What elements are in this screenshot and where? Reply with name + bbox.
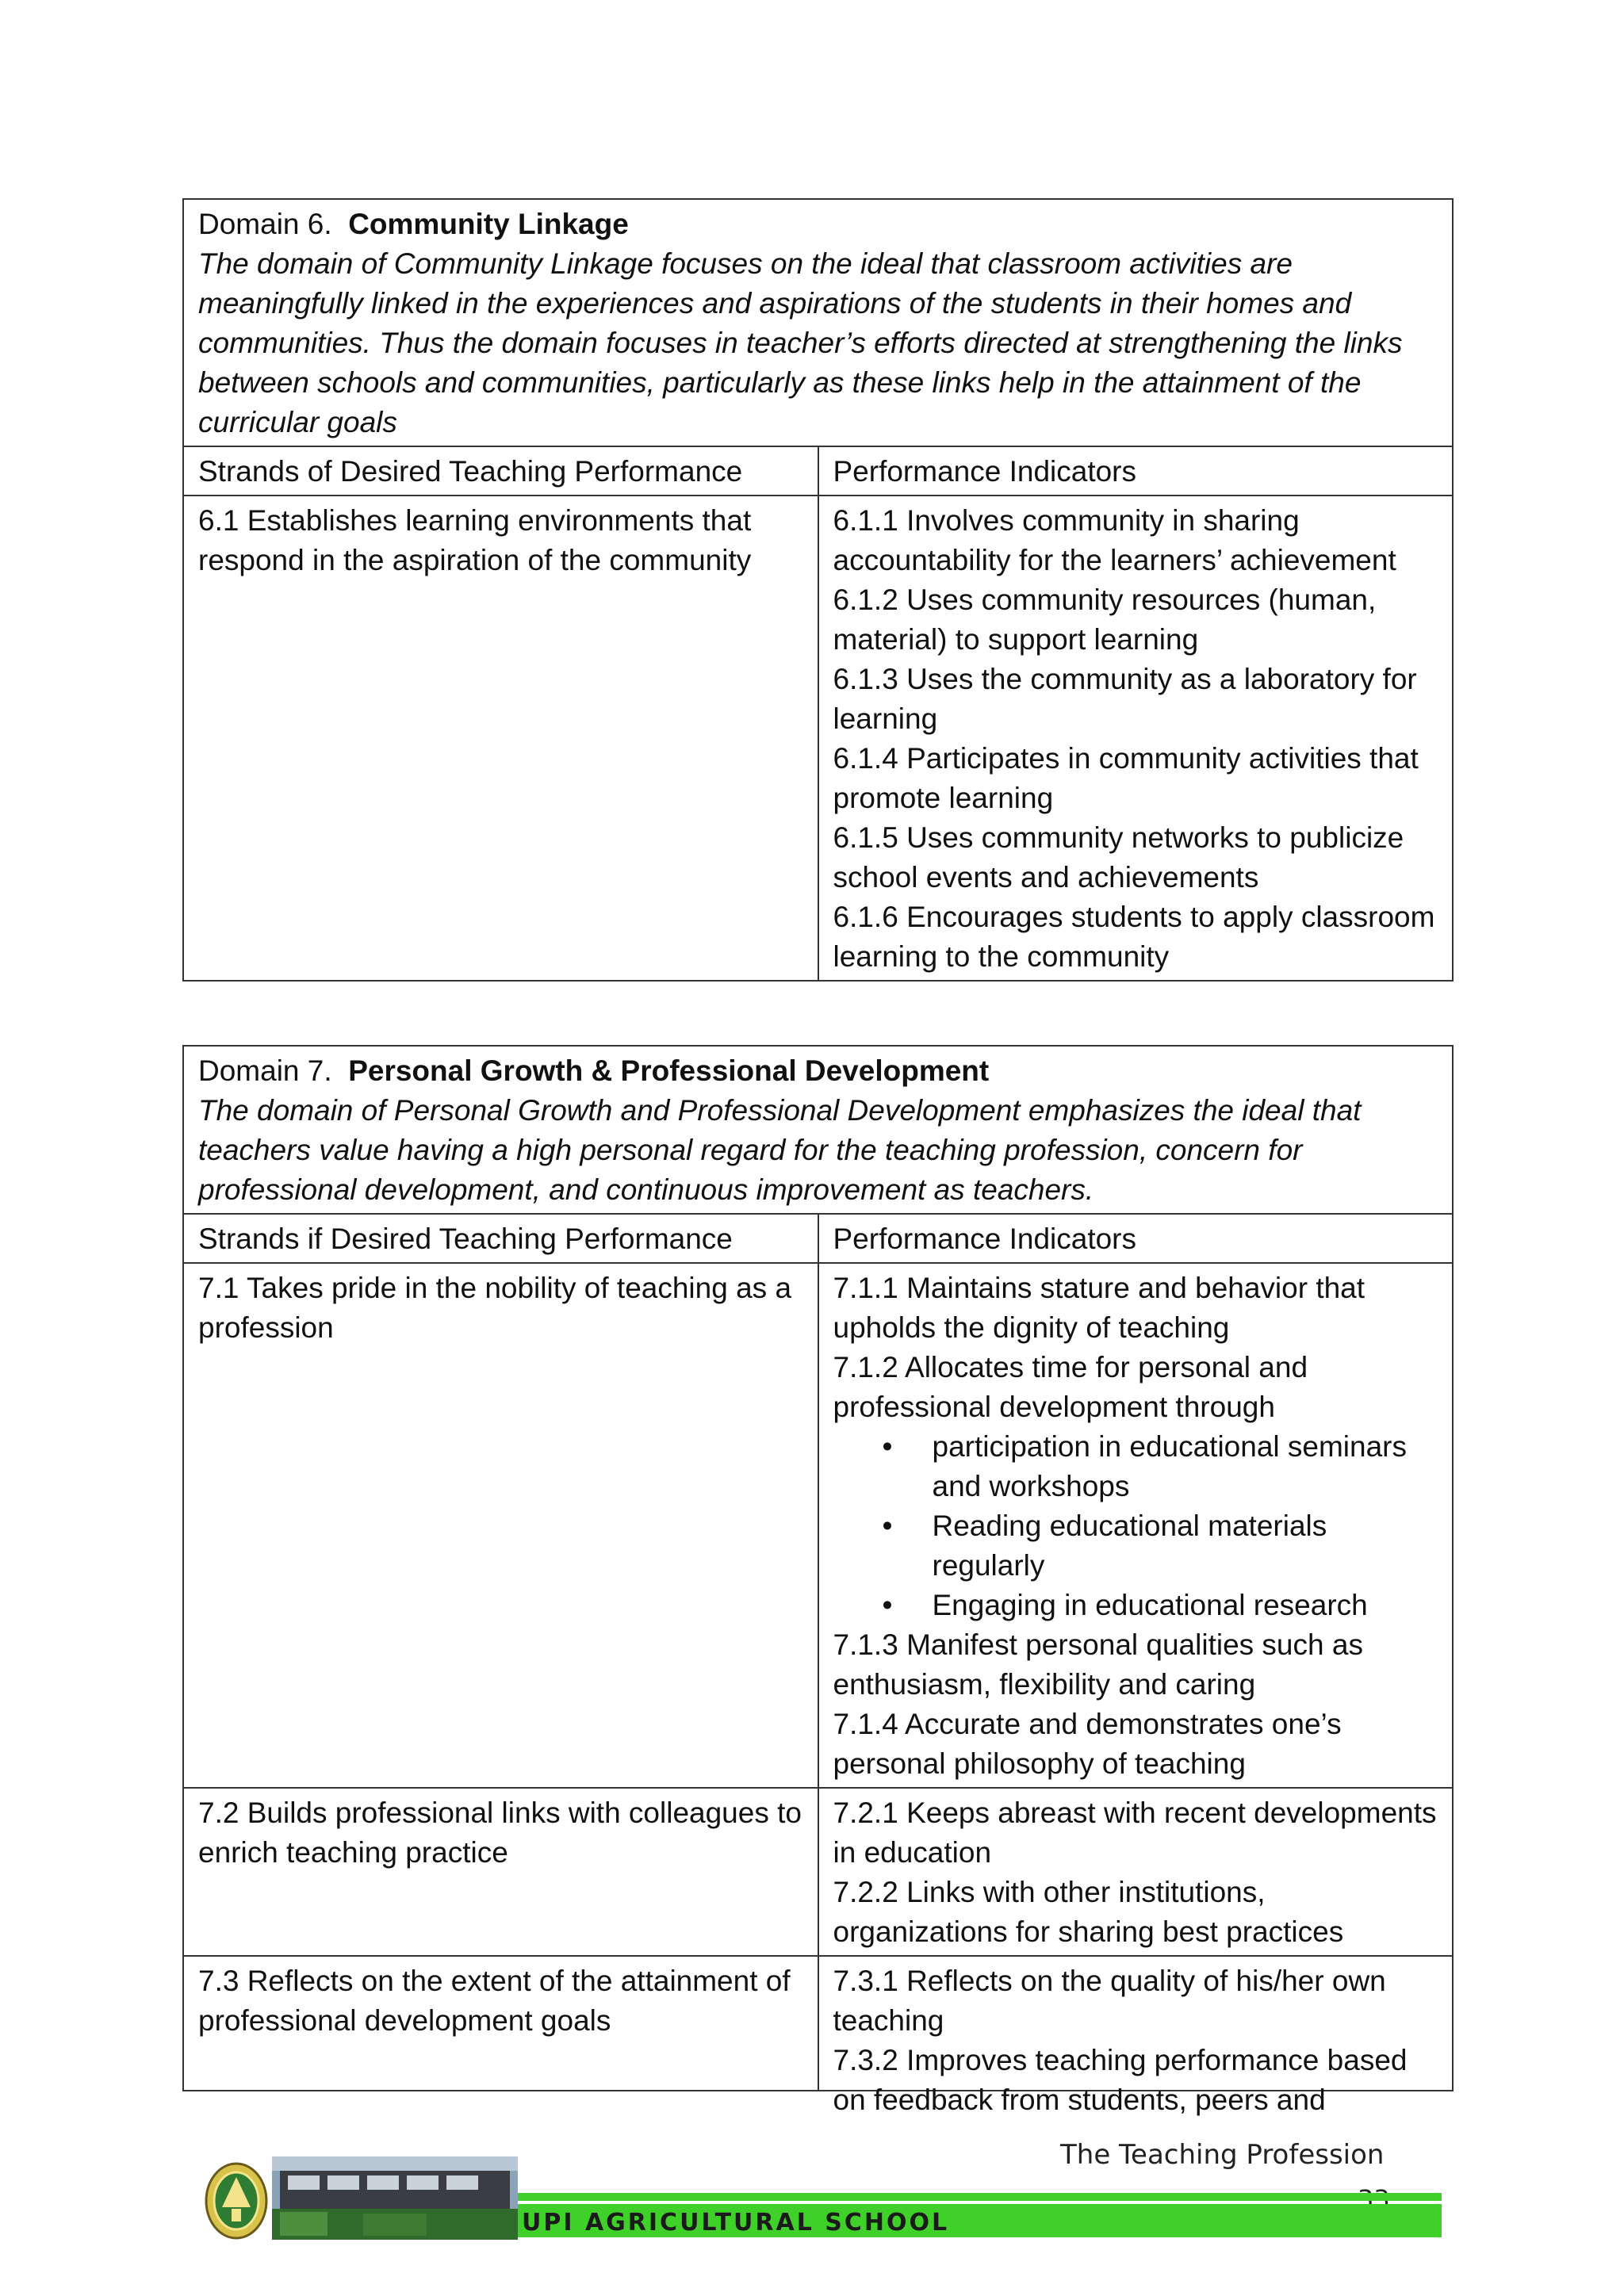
bullet-list-7-1-2 — [833, 1427, 1438, 1625]
domain-6-label: Domain 6. — [198, 208, 332, 240]
domain-7-label: Domain 7. — [198, 1054, 332, 1087]
table-row — [183, 1788, 1453, 1956]
indicator-7-3-1: 7.3.1 Reflects on the quality of his/her own teaching — [833, 1965, 1386, 2037]
indicator-6-1-3: 6.1.3 Uses the community as a laboratory for learning — [833, 663, 1417, 735]
table-row — [183, 496, 1453, 981]
bullet-text: Engaging in educational research — [932, 1589, 1368, 1621]
indicators-6-1 — [818, 496, 1454, 981]
indicator-7-2-2: 7.2.2 Links with other institutions, organizations for sharing best practices — [833, 1876, 1344, 1948]
footer-title: The Teaching Profession — [1060, 2139, 1385, 2171]
strand-7-1: 7.1 Takes pride in the nobility of teaching as a profession — [183, 1263, 818, 1788]
domain-7-header-cell — [183, 1046, 1453, 1214]
indicators-7-3 — [818, 1956, 1454, 2116]
domain-6-header-cell — [183, 199, 1453, 446]
indicator-6-1-2: 6.1.2 Uses community resources (human, material) to support learning — [833, 584, 1377, 656]
school-name: UPI AGRICULTURAL SCHOOL — [522, 2209, 950, 2237]
indicator-7-1-3: 7.1.3 Manifest personal qualities such as enthusiasm, flexibility and caring — [833, 1628, 1363, 1701]
domain-7-col1-header: Strands if Desired Teaching Performance — [183, 1214, 818, 1263]
indicator-7-3-2: 7.3.2 Improves teaching performance based on feedback from students, peers and — [833, 2044, 1408, 2116]
domain-7-table — [182, 1045, 1454, 2116]
bullet-text: Reading educational materials regularly — [932, 1510, 1327, 1582]
school-seal-icon — [206, 2164, 266, 2238]
indicators-7-1 — [818, 1263, 1454, 1788]
domain-6-table — [182, 198, 1454, 982]
indicator-6-1-4: 6.1.4 Participates in community activities that promote learning — [833, 742, 1419, 814]
strand-7-2: 7.2 Builds professional links with colleagues to enrich teaching practice — [183, 1788, 818, 1956]
strand-7-3: 7.3 Reflects on the extent of the attainment of professional development goals — [183, 1956, 818, 2091]
indicator-7-1-4: 7.1.4 Accurate and demonstrates one’s personal philosophy of teaching — [833, 1708, 1342, 1780]
indicator-6-1-6: 6.1.6 Encourages students to apply classroom learning to the community — [833, 901, 1435, 973]
domain-6-description: The domain of Community Linkage focuses on the ideal that classroom activities are meaningfully linked in the experiences and aspirations of the students in their homes and communities. Thus the domain focuses in teacher’s efforts directed at strengthening the links between schools and communities, particularly as these links help in the attainment of the curricular goals — [198, 247, 1403, 438]
table-row — [183, 1263, 1453, 1788]
bullet-icon: • — [882, 1430, 893, 1463]
domain-7-description: The domain of Personal Growth and Professional Development emphasizes the ideal that teachers value having a high personal regard for the teaching profession, concern for professional development, and continuous improvement as teachers. — [198, 1094, 1362, 1206]
banner-green-stripe-top — [514, 2193, 1442, 2201]
strand-6-1: 6.1 Establishes learning environments that respond in the aspiration of the community — [183, 496, 818, 981]
domain-7-title: Personal Growth & Professional Development — [348, 1054, 990, 1087]
domain-7-col2-header: Performance Indicators — [818, 1214, 1454, 1263]
indicator-7-2-1: 7.2.1 Keeps abreast with recent developments in education — [833, 1797, 1437, 1869]
domain-6-col1-header: Strands of Desired Teaching Performance — [183, 446, 818, 496]
indicator-7-1-1: 7.1.1 Maintains stature and behavior that upholds the dignity of teaching — [833, 1272, 1365, 1344]
table-row — [183, 1956, 1453, 2091]
domain-6-title: Community Linkage — [348, 208, 629, 240]
indicators-7-3-clip — [833, 1961, 1438, 2116]
bullet-text: participation in educational seminars and workshops — [932, 1430, 1408, 1502]
bullet-icon: • — [882, 1589, 893, 1621]
school-banner — [205, 2156, 1442, 2240]
indicator-6-1-1: 6.1.1 Involves community in sharing accountability for the learners’ achievement — [833, 504, 1396, 576]
list-item — [833, 1586, 1438, 1625]
school-building-photo — [272, 2156, 518, 2240]
list-item — [833, 1506, 1438, 1586]
indicator-6-1-5: 6.1.5 Uses community networks to publicize school events and achievements — [833, 821, 1404, 894]
domain-6-col2-header: Performance Indicators — [818, 446, 1454, 496]
indicator-7-1-2: 7.1.2 Allocates time for personal and professional development through — [833, 1351, 1308, 1423]
indicators-7-2 — [818, 1788, 1454, 1956]
bullet-icon: • — [882, 1510, 893, 1542]
list-item — [833, 1427, 1438, 1506]
